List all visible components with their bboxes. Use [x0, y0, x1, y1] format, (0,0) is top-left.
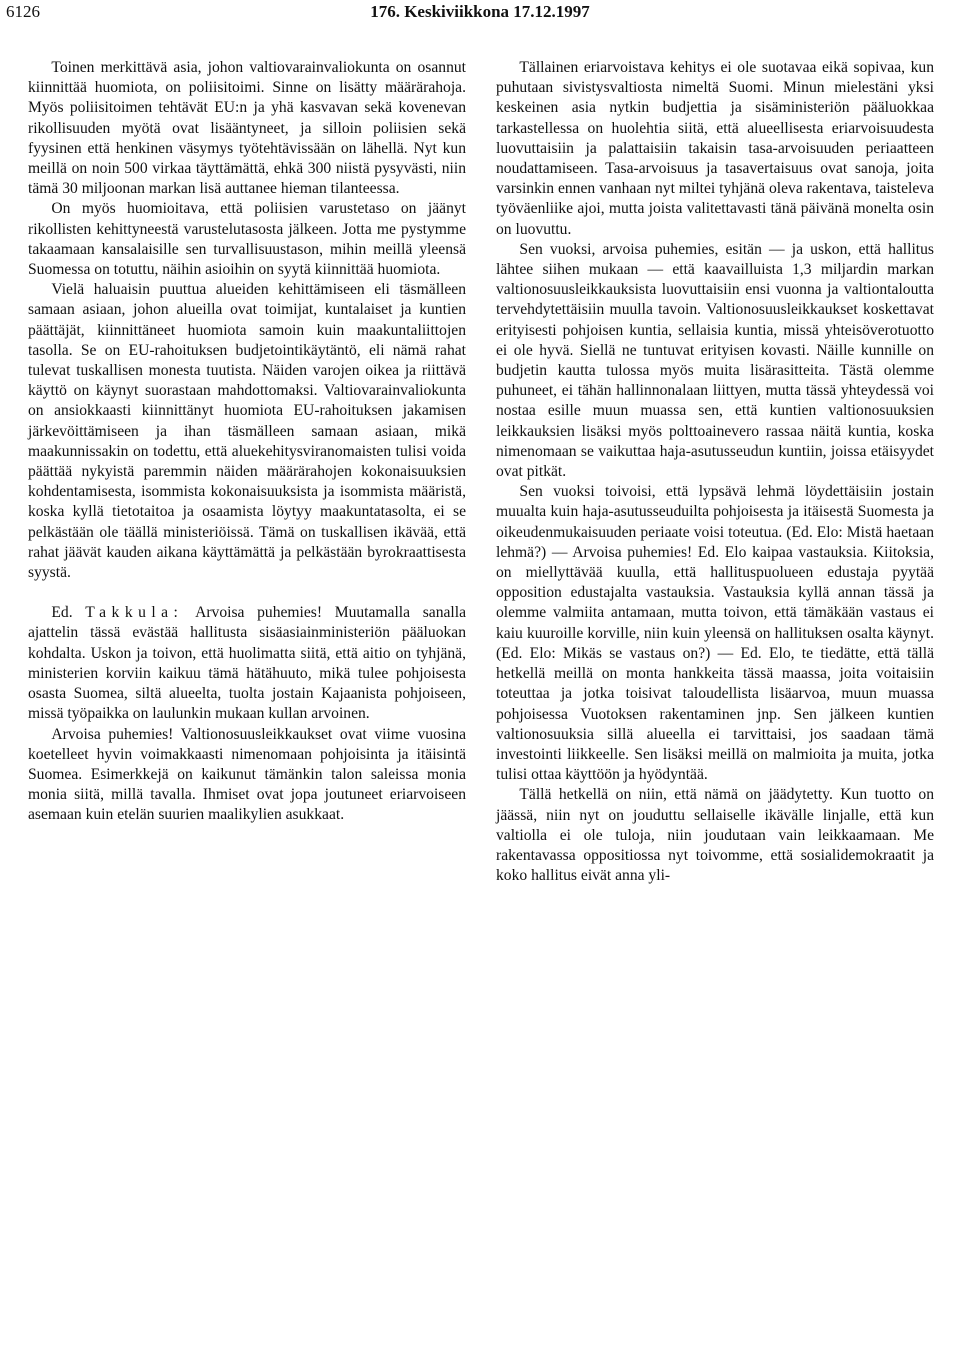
paragraph: Sen vuoksi toivoisi, että lypsävä lehmä löydettäisiin jostain muualta kuin haja-asutusseuduilta pohjoisesta ja itäisestä Suomesta ja oikeudenmukaisuuden periaate voisi toteutua. (Ed. Elo: Mistä haetaan lehmä?) — Arvoisa puhemies! Ed. Elo kaipaa vastauksia. Kiitoksia, on miellyttävää kuulla, että hallituspuolueen edustaja pyytää opposition edustajalta vastauksia. Vastauksia kyllä annan tässä ja olemme valmiita antamaan, mutta toivon, että tämäkään vastaus ei kaiu kuuroille korville, niin kuin yleensä on hallituksen osalta käynyt. (Ed. Elo: Mikäs se vastaus on?) — Ed. Elo, te tiedätte, että tällä hetkellä meillä on monta hankkeita tässä maassa, joita voitaisiin toteuttaa ja jotka toisivat taloudellista lisäarvoa, muun muassa pohjoisessa Vuotoksen rakentaminen jnp. Sen jälkeen kuntien valtionosuuksia sillä alueella ei tarvittaisi, jos saadaan tämä investointi liikkeelle. Sen lisäksi meillä on malmioita ja muita, jotka tulisi ottaa käyttöön ja hyödyntää.	[496, 483, 934, 784]
speaker-prefix: Ed.	[51, 604, 73, 622]
paragraph: On myös huomioitava, että poliisien varustetaso on jäänyt rikollisten kehittyneestä varustelutasosta jälkeen. Jotta me pystymme takaamaan kansalaisille sen turvallisuustason, mihin meillä yleensä Suomessa on totuttu, näihin asioihin on syytä kiinnittää huomiota.	[28, 200, 466, 279]
paragraph: Tällä hetkellä on niin, että nämä on jäädytetty. Kun tuotto on jäässä, niin nyt on jouduttu sellaiselle ikävälle linjalle, että kun valtiolla ei ole tuloja, niin joudutaan vain leikkaamaan. Me rakentavassa oppositiossa nyt toivomme, että sosialidemokraatit ja koko hallitus eivät anna yli-	[496, 786, 934, 885]
paragraph: Toinen merkittävä asia, johon valtiovarainvaliokunta on osannut kiinnittää huomiota, on poliisitoimi. Sinne on lisätty määrärahoja. Myös poliisitoimen tehtävät EU:n ja yhä kasvavan sekä kovenevan rikollisuuden myötä ovat lisääntyneet, ja silloin poliisien sekä fyysinen että henkinen väsymys työtehtävissään on lähellä. Nyt kun meillä on noin 500 virkaa täyttämättä, ehkä 300 niistä pysyvästi, niin tämä 30 miljoonan markan lisä auttanee hieman tilanteessa.	[28, 59, 466, 198]
paragraph: Arvoisa puhemies! Valtionosuusleikkaukset ovat viime vuosina koetelleet hyvin voimakkaasti nimenomaan pohjoisinta ja itäisintä Suomea. Esimerkkejä on kaikunut tämänkin talon saleissa monia monia siitä, millä tavalla. Ihmiset ovat jopa joutuneet eriarvoiseen asemaan kuin etelän suurien maalikylien asukkaat.	[28, 725, 466, 824]
speaker-name: Takkula:	[85, 604, 184, 622]
paragraph: Vielä haluaisin puuttua alueiden kehittämiseen eli täsmälleen samaan asiaan, johon alueilla ovat toimijat, kuntalaiset ja kuntien päättäjät, kiinnittäneet huomiota samoin kuin maakuntaliittojen tasolla. Se on EU-rahoituksen budjetointikäytäntö, eli nämä rahat tulevat tuskallisen monesta tuutista. Näiden varojen oikea ja riittävä käyttö on käynyt suorastaan mahdottomaksi. Valtiovarainvaliokunta on ansiokkaasti kiinnittänyt huomiota EU-rahoituksen jakamisen järkevöittämiseen ja ihan täsmälleen samaan asiaan, mikä maakunnissakin on todettu, että aluekehitysviranomaisten tulisi voida päättää nykyistä paremmin näiden määrärahojen kokonaisuuksien kohdentamisesta, isommista kokonaisuuksista ja isommista määristä, koska kyllä tietotaitoa ja osaamista löytyy maakuntatasolta, ei se pelkästään ole täällä ministeriöissä. Tämä on tuskallisen ikävää, että rahat jäävät kauden aikana käyttämättä ja pelkästään byrokraattisesta syystä.	[28, 281, 466, 582]
page-header	[0, 0, 960, 30]
speech-text: Arvoisa puhemies! Muutamalla sanalla ajattelin tässä evästää hallitusta sisäasiainministeriön pääluokan kohdalta. Uskon ja toivon, että huolimatta siitä, että aitio on tyhjänä, ministerien korviin kaikuu tämä hätähuuto, mikä tulee pohjoisesta osasta Suomea, siltä alueelta, tuolta jostain Kajaanista pohjoiseen, missä työpaikka on laulunkin mukaan kullan arvoinen.	[28, 604, 466, 723]
session-date: 176. Keskiviikkona 17.12.1997	[370, 2, 590, 21]
page-number: 6126	[6, 2, 40, 21]
left-column	[28, 58, 466, 826]
paragraph: Sen vuoksi, arvoisa puhemies, esitän — ja uskon, että hallitus lähtee siihen mukaan — että kaavailluista 1,3 miljardin markan valtionosuusleikkauksista luovuttaisiin ensi vuonna ja valtiontaloutta tervehdytettäisiin muulla tavoin. Valtionosuusleikkaukset koskettavat erityisesti pohjoisen kuntia, sellaisia kuntia, missä yhteisöverotuotto ei ole hyvä. Siellä ne tuntuvat erityisen kovasti. Näille kunnille on budjetin kautta tulossa myös muita lisärasitteita. Tästä olemme puhuneet, ei tähän hallinnonalaan liittyen, mutta tässä yhteydessä voi nostaa esille muun muassa sen, että kuntien valtionosuuksien leikkauksien lisäksi myös polttoainevero rassaa näitä kuntia, koska nimenomaan se vaikuttaa haja-asutusseudun kuntiin, joissa etäisyydet ovat pitkät.	[496, 240, 934, 481]
right-column	[496, 58, 934, 886]
paragraph: Tällainen eriarvoistava kehitys ei ole suotavaa eikä sopivaa, kun puhutaan sivistysvaltiosta nimeltä Suomi. Minun mielestäni yksi keskeinen asia nytkin budjettia ja sisäministeriön pääluokkaa tarkastellessa on huolehtia siitä, että alueellisesta eriarvoisuudesta luovuttaisiin ja palattaisiin takaisin tasa-arvoisuuden periaatteen noudattamiseen. Tasa-arvoisuus ja tasavertaisuus ovat sanoja, joita varsinkin ennen vanhaan nyt miltei tyhjänä oleva rakentava, taisteleva työväenliike ajoi, mutta joista valitettavasti tänä päivänä monelta osin on luovuttu.	[496, 59, 934, 238]
speech-paragraph	[28, 603, 466, 724]
